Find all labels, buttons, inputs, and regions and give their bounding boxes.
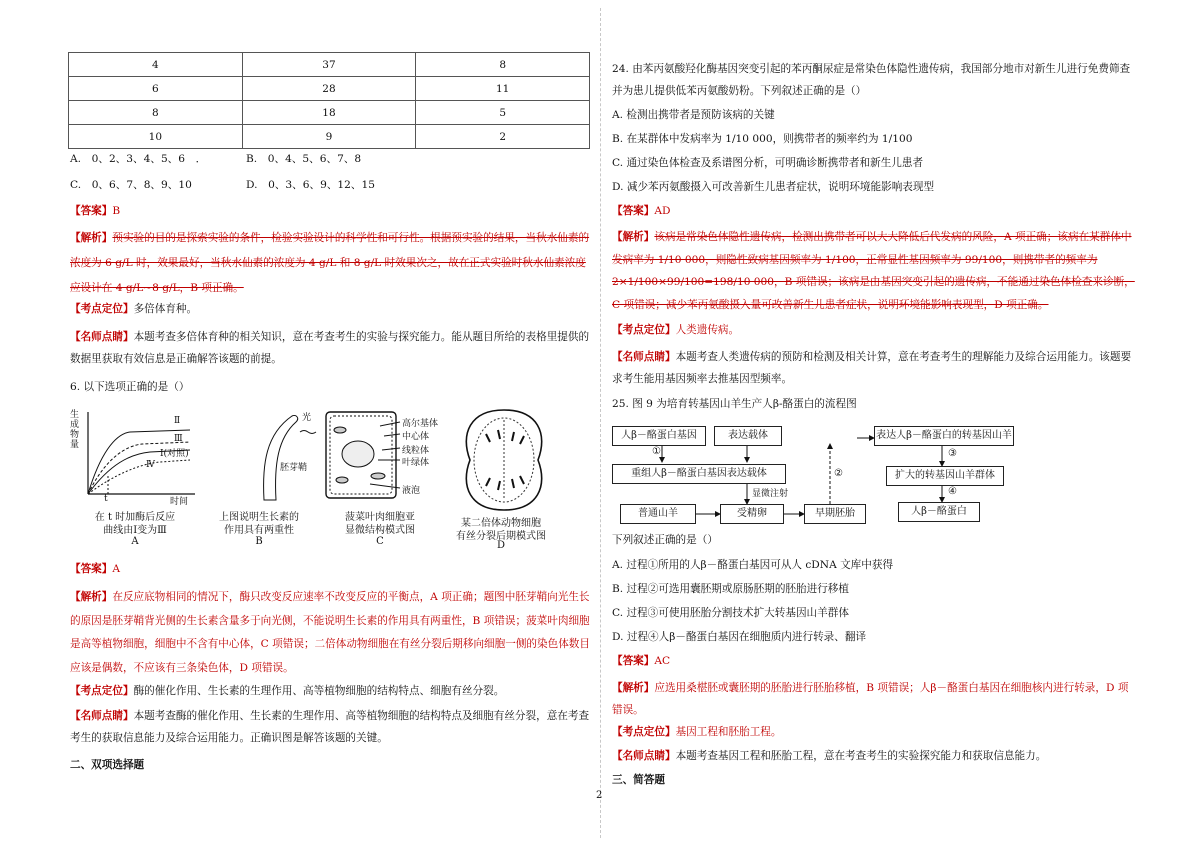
- table-cell: 18: [242, 101, 416, 125]
- q25-point: 【考点定位】基因工程和胚胎工程。: [612, 726, 782, 738]
- curve-label: Ⅱ: [174, 416, 181, 426]
- table-row: [69, 53, 590, 77]
- q25-stem: 25. 图 9 为培育转基因山羊生产人β-酪蛋白的流程图: [612, 398, 857, 410]
- figure-a-caption-1: 在 t 时加酶后反应: [94, 512, 176, 523]
- graph-t-label: t: [104, 494, 108, 504]
- page-number: 2: [596, 790, 603, 801]
- table-cell: 37: [242, 53, 416, 77]
- figure-d-caption-1: 某二倍体动物细胞: [461, 518, 541, 529]
- section-heading: 二、双项选择题: [70, 759, 145, 771]
- table-row: [69, 101, 590, 125]
- curve-label: Ⅲ: [174, 434, 183, 444]
- q25-option-c: C. 过程③可使用胚胎分割技术扩大转基因山羊群体: [612, 607, 849, 619]
- q5-answer: 【答案】B: [70, 205, 121, 217]
- figure-d: [448, 404, 560, 554]
- q25-option-b: B. 过程②可选用囊胚期或原肠胚期的胚胎进行移植: [612, 583, 849, 595]
- figure-a: [70, 404, 200, 554]
- organelle-label: 线粒体: [402, 446, 430, 456]
- coleoptile-label: 胚芽鞘: [280, 463, 308, 473]
- flow-box-gene: 人β－酪蛋白基因: [612, 426, 706, 446]
- section-heading: 三、简答题: [612, 774, 665, 786]
- figure-c-caption-2: 显微结构模式图: [345, 525, 415, 536]
- figure-d-letter: D: [496, 540, 506, 551]
- organelle-label: 液泡: [402, 486, 421, 496]
- flow-box-tg-goat: 表达人β－酪蛋白的转基因山羊: [874, 426, 1014, 446]
- figure-c-caption-1: 菠菜叶肉细胞亚: [345, 512, 415, 523]
- table-cell: 8: [69, 101, 243, 125]
- flow-box-vector: 表达载体: [714, 426, 782, 446]
- q5-analysis: 【解析】预实验的目的是探索实验的条件，检验实验设计的科学性和可行性。根据预实验的结果，当秋水仙素的浓度为 6 g/L 时，效果最好，当秋水仙素的浓度为 4 g/L 和 8 g/L 时效果次之，故在正式实验时秋水仙素浓度应设计在 4 g/L~8 g/L，B 项正确。: [70, 232, 590, 294]
- figure-b-caption-1: 上图说明生长素的: [219, 512, 299, 523]
- q25-option-a: A. 过程①所用的人β－酪蛋白基因可从人 cDNA 文库中获得: [612, 559, 894, 571]
- flow-box-embryo: 早期胚胎: [804, 504, 866, 524]
- q24-tip: 【名师点睛】本题考查人类遗传病的预防和检测及相关计算，意在考查考生的理解能力及综合运用能力。该题要求考生能用基因频率去推基因型频率。: [612, 351, 1132, 385]
- q5-tip: 【名师点睛】本题考查多倍体育种的相关知识，意在考查考生的实验与探究能力。能从题目所给的表格里提供的数据里获取有效信息是正确解答该题的前提。: [70, 331, 590, 365]
- q24-analysis: 【解析】该病是常染色体隐性遗传病，检测出携带者可以大大降低后代发病的风险，A 项正确；该病在某群体中发病率为 1/10 000，则隐性致病基因频率为 1/100，正常显性基因频率为 99/100，则携带者的频率为 2×1/100×99/100=198/10 000，B 项错误；该病是由基因突变引起的遗传病，不能通过染色体检查来诊断，C 项错误；减少苯丙氨酸摄入量可改善新生儿患者症状，说明环境能影响表现型，D 项正确。: [612, 231, 1135, 311]
- q5-option-a: A. 0、2、3、4、5、6 ．: [70, 153, 207, 165]
- table-cell: 11: [416, 77, 590, 101]
- data-table: [68, 52, 590, 149]
- figure-a-caption-2: 曲线由Ⅰ变为Ⅲ: [103, 525, 167, 536]
- q25-prompt: 下列叙述正确的是（）: [612, 534, 718, 546]
- table-row: [69, 77, 590, 101]
- figure-d-caption-2: 有丝分裂后期模式图: [456, 531, 546, 542]
- figure-a-letter: A: [131, 536, 139, 547]
- q24-option-c: C. 通过染色体检查及系谱图分析，可明确诊断携带者和新生儿患者: [612, 157, 924, 169]
- figure-b-letter: B: [255, 536, 263, 547]
- table-cell: 28: [242, 77, 416, 101]
- q24-answer: 【答案】AD: [612, 205, 671, 217]
- graph-y-label: 生成物量: [70, 410, 80, 450]
- q25-analysis: 【解析】应选用桑椹胚或囊胚期的胚胎进行胚胎移植，B 项错误；人β－酪蛋白基因在细胞核内进行转录，D 项错误。: [612, 682, 1129, 716]
- q24-stem: 24. 由苯丙氨酸羟化酶基因突变引起的苯丙酮尿症是常染色体隐性遗传病，我国部分地市对新生儿进行免费筛查并为患儿提供低苯丙氨酸奶粉。下列叙述正确的是（）: [612, 63, 1131, 97]
- q5-option-d: D. 0、3、6、9、12、15: [246, 179, 375, 191]
- q25-option-d: D. 过程④人β－酪蛋白基因在细胞质内进行转录、翻译: [612, 631, 867, 643]
- dividing-cell-drawing: [448, 404, 560, 516]
- organelle-label: 高尔基体: [402, 419, 439, 429]
- q5-option-c: C. 0、6、7、8、9、10: [70, 179, 192, 191]
- table-cell: 2: [416, 125, 590, 149]
- figure-b: [204, 404, 324, 554]
- table-cell: 5: [416, 101, 590, 125]
- q24-option-a: A. 检测出携带者是预防该病的关键: [612, 109, 775, 121]
- flow-box-herd: 扩大的转基因山羊群体: [886, 466, 1004, 486]
- step-number: ④: [948, 486, 957, 497]
- q6-stem: 6. 以下选项正确的是（）: [70, 381, 190, 393]
- column-divider: [600, 8, 601, 838]
- q6-tip: 【名师点睛】本题考查酶的催化作用、生长素的生理作用、高等植物细胞的结构特点及细胞有丝分裂，意在考查考生的获取信息能力及综合运用能力。正确识图是解答该题的关键。: [70, 710, 590, 744]
- q6-answer: 【答案】A: [70, 563, 121, 575]
- light-label: 光: [302, 413, 312, 423]
- organelle-label: 中心体: [402, 432, 430, 442]
- organelle-label: 叶绿体: [402, 458, 430, 468]
- curve-label: Ⅳ: [146, 460, 155, 470]
- q5-point: 【考点定位】多倍体育种。: [70, 303, 198, 315]
- table-cell: 10: [69, 125, 243, 149]
- figure-b-caption-2: 作用具有两重性: [224, 525, 294, 536]
- q24-option-d: D. 减少苯丙氨酸摄入可改善新生儿患者症状，说明环境能影响表现型: [612, 181, 935, 193]
- flow-box-egg: 受精卵: [720, 504, 784, 524]
- table-row: [69, 125, 590, 149]
- figure-c: [320, 404, 445, 554]
- table-cell: 8: [416, 53, 590, 77]
- q6-point: 【考点定位】酶的催化作用、生长素的生理作用、高等植物细胞的结构特点、细胞有丝分裂。: [70, 685, 505, 697]
- flow-box-goat: 普通山羊: [620, 504, 696, 524]
- flow-diagram: [612, 418, 1132, 526]
- figure-c-letter: C: [376, 536, 384, 547]
- q6-analysis: 【解析】在反应底物相同的情况下，酶只改变反应速率不改变反应的平衡点，A 项正确；题图中胚芽鞘向光生长的原因是胚芽鞘背光侧的生长素含量多于向光侧，不能说明生长素的作用具有两重性，B 项错误；菠菜叶肉细胞是高等植物细胞，细胞中不含有中心体，C 项错误；二倍体动物细胞在有丝分裂后期移向细胞一侧的染色体数目应该是偶数，不应该有三条染色体，D 项错误。: [70, 591, 590, 674]
- graph-x-label: 时间: [170, 497, 189, 507]
- flow-inject-label: 显微注射: [752, 489, 789, 499]
- step-number: ③: [948, 448, 957, 459]
- step-number: ②: [834, 468, 843, 479]
- step-number: ①: [652, 446, 661, 457]
- q5-option-b: B. 0、4、5、6、7、8: [246, 153, 362, 165]
- flow-box-protein: 人β－酪蛋白: [898, 502, 980, 522]
- q24-point: 【考点定位】人类遗传病。: [612, 324, 740, 336]
- table-cell: 4: [69, 53, 243, 77]
- table-cell: 6: [69, 77, 243, 101]
- curve-label: Ⅰ(对照): [160, 449, 189, 459]
- table-cell: 9: [242, 125, 416, 149]
- q25-answer: 【答案】AC: [612, 655, 671, 667]
- q24-option-b: B. 在某群体中发病率为 1/10 000，则携带者的频率约为 1/100: [612, 133, 913, 145]
- q25-tip: 【名师点睛】本题考查基因工程和胚胎工程，意在考查考生的实验探究能力和获取信息能力。: [612, 750, 1047, 762]
- flow-box-recombinant: 重组人β－酪蛋白基因表达载体: [612, 464, 786, 484]
